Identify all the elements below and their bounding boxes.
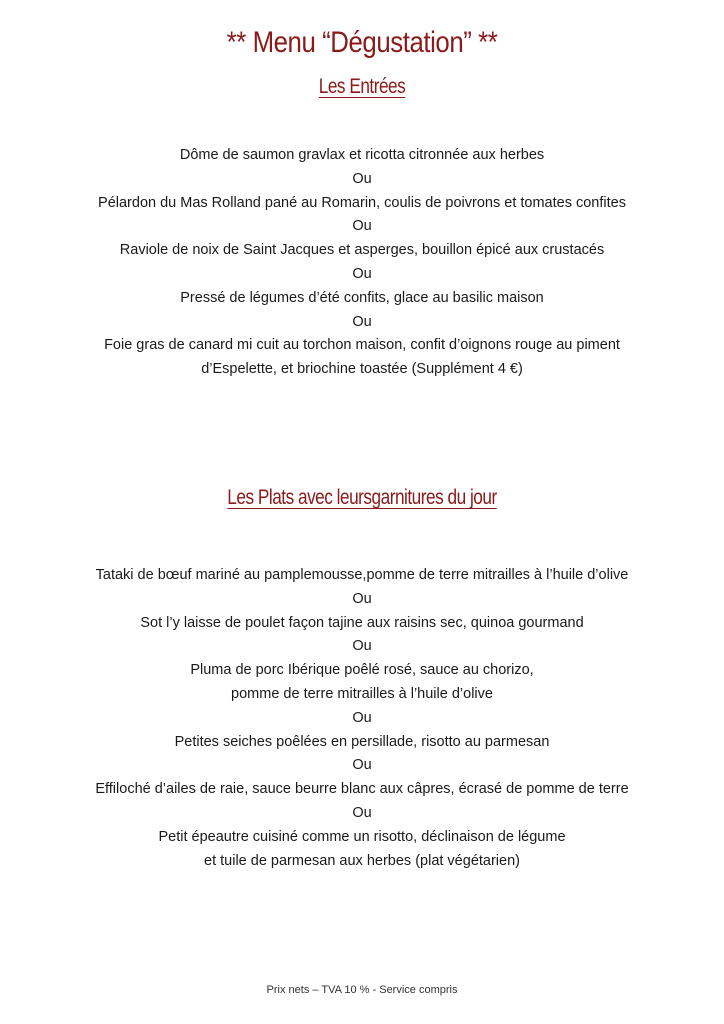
entree-item-continued: d’Espelette, et briochine toastée (Supplément 4 €) [201,361,523,378]
entrees-list [0,144,724,382]
entree-item: Foie gras de canard mi cuit au torchon maison, confit d’oignons rouge au piment [104,337,620,354]
plat-item: Petit épeautre cuisiné comme un risotto, déclinaison de légume [158,828,566,845]
separator-ou: Ou [352,218,372,235]
separator-ou: Ou [352,590,372,607]
separator-ou: Ou [352,638,372,655]
plat-item: Pluma de porc Ibérique poêlé rosé, sauce au chorizo, [190,662,534,679]
separator-ou: Ou [352,265,372,282]
entree-item: Dôme de saumon gravlax et ricotta citronnée aux herbes [179,147,545,163]
plat-item-continued: et tuile de parmesan aux herbes (plat végétarien) [204,852,520,869]
menu-title: ** Menu “Dégustation” ** [226,26,498,59]
separator-ou: Ou [352,709,372,726]
plats-heading-text: Les Plats avec leursgarnitures du jour [227,486,497,509]
separator-ou: Ou [352,804,372,821]
price-footer: Prix nets – TVA 10 % - Service compris [266,984,458,996]
plat-item: Petites seiches poêlées en persillade, risotto au parmesan [174,733,550,750]
plat-item-continued: pomme de terre mitrailles à l’huile d’olive [231,685,493,702]
entree-item: Pélardon du Mas Rolland pané au Romarin, coulis de poivrons et tomates confites [98,194,626,211]
plats-heading [65,486,659,510]
plat-item: Sot l’y laisse de poulet façon tajine aux raisins sec, quinoa gourmand [140,614,584,631]
entrees-heading [65,75,659,99]
separator-ou: Ou [352,170,372,187]
separator-ou: Ou [352,757,372,774]
plats-list [0,564,724,873]
separator-ou: Ou [352,313,372,330]
plat-item: Tataki de bœuf mariné au pamplemousse,pomme de terre mitrailles à l’huile d’olive [95,567,629,583]
entree-item: Pressé de légumes d’été confits, glace au basilic maison [180,289,544,306]
plat-item: Effiloché d’ailes de raie, sauce beurre blanc aux câpres, écrasé de pomme de terre [95,781,629,798]
entrees-heading-text: Les Entrées [318,75,406,98]
entree-item: Raviole de noix de Saint Jacques et asperges, bouillon épicé aux crustacés [119,242,605,259]
